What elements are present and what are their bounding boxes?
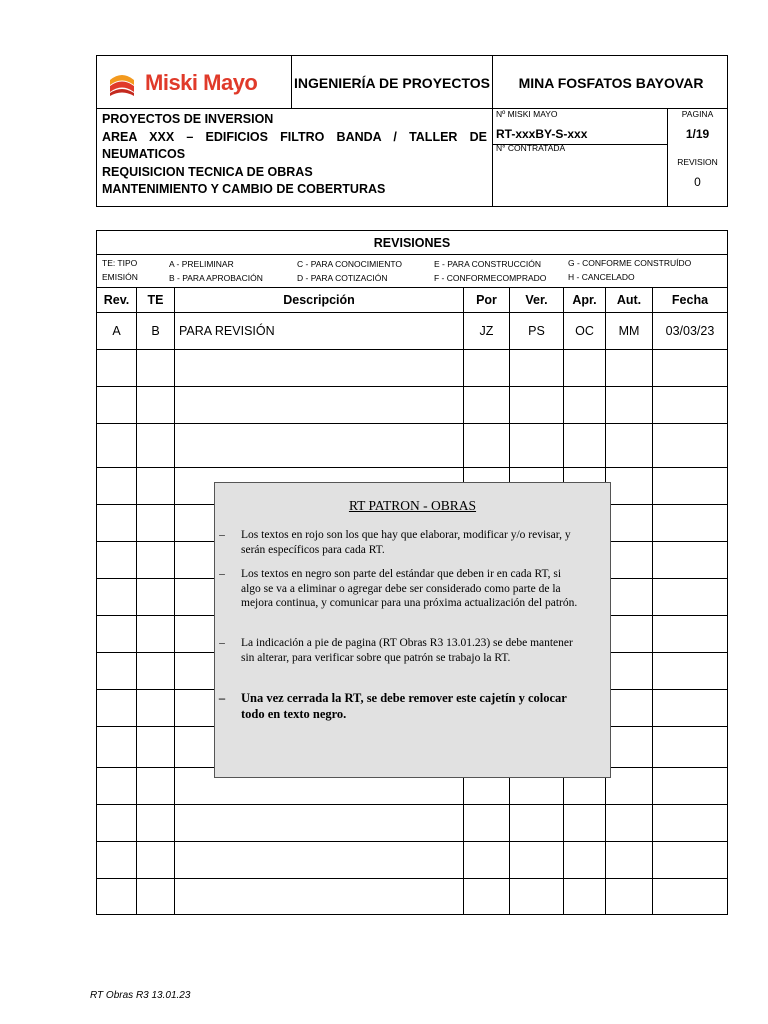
note-item-text: Los textos en negro son parte del estándar que deben ir en cada RT, si algo se va a eliminar o agregar debe ser considerado como parte de la mejora continua, y comunicar para una próxima actualización del patrón. [241,568,578,609]
legend-item: E - PARA CONSTRUCCIÓN [434,259,542,269]
column-header-aut: Aut. [616,293,642,307]
column-header-por: Por [476,293,497,307]
revision-label: REVISION [677,157,718,167]
legend-item: B - PARA APROBACIÓN [169,273,263,283]
column-divider [174,287,175,914]
template-note-box [214,482,611,778]
revisions-title: REVISIONES [373,235,451,250]
note-item-text: Una vez cerrada la RT, se debe remover este cajetín y colocar todo en texto negro. [241,691,567,721]
dash-bullet: – [219,529,225,541]
cell-fecha: 03/03/23 [665,323,715,338]
row-divider [97,349,727,350]
legend-item: F - CONFORMECOMPRADO [434,273,547,283]
note-item [219,636,581,665]
contratada-label: N° CONTRATADA [496,143,566,153]
cell-rev: A [112,323,121,338]
cell-ver: PS [528,323,545,338]
page-label: PAGINA [681,109,714,119]
column-header-descripcion: Descripción [283,293,355,307]
row-divider [97,386,727,387]
cell-te: B [151,323,160,338]
note-item [219,567,581,611]
company-name: Miski Mayo [145,70,258,95]
company-logo [107,66,292,100]
note-item-text: La indicación a pie de pagina (RT Obras R3 13.01.23) se debe mantener sin alterar, para verificar sobre que patrón se trabajo la RT. [241,637,573,664]
te-label: EMISIÓN [102,272,138,282]
row-divider [97,467,727,468]
legend-item: H - CANCELADO [568,272,635,282]
column-header-fecha: Fecha [671,293,709,307]
cell-por: JZ [479,323,494,338]
row-divider [97,804,727,805]
department-title: INGENIERÍA DE PROYECTOS [293,74,491,91]
column-header-apr: Apr. [572,293,597,307]
legend-item: G - CONFORME CONSTRUÍDO [568,258,692,268]
dash-bullet: – [219,568,225,580]
column-divider [136,287,137,914]
column-header-rev: Rev. [103,293,130,307]
miski-number-label: Nº MISKI MAYO [496,109,558,119]
cell-apr: OC [575,323,594,338]
legend-item: D - PARA COTIZACIÓN [297,273,388,283]
column-header-ver: Ver. [525,293,548,307]
cell-aut: MM [618,323,640,338]
mine-title: MINA FOSFATOS BAYOVAR [518,74,704,91]
column-header-te: TE [147,293,164,307]
note-item-text: Los textos en rojo son los que hay que elaborar, modificar y/o revisar, y serán específicos para cada RT. [241,529,571,556]
page-footer: RT Obras R3 13.01.23 [90,990,191,1001]
row-divider [97,878,727,879]
cell-descripcion: PARA REVISIÓN [179,323,275,338]
miski-mayo-logo-icon [107,68,137,98]
miski-number-value: RT-xxxBY-S-xxx [496,127,588,141]
te-label: TE: TIPO [102,258,138,268]
legend-item: A - PRELIMINAR [169,259,234,269]
project-line: REQUISICION TECNICA DE OBRAS [102,164,313,179]
column-divider [652,287,653,914]
revision-value: 0 [694,175,701,189]
document-header [96,55,728,207]
note-title: RT PATRON - OBRAS [348,498,477,513]
project-line: AREA XXX – EDIFICIOS FILTRO BANDA / TALLER DE [102,129,487,144]
note-item [218,690,581,722]
dash-bullet: – [218,691,226,705]
project-info [102,111,487,199]
project-line: NEUMATICOS [102,147,186,161]
table-divider [97,254,727,255]
row-divider [97,423,727,424]
dash-bullet: – [219,637,225,649]
page-value: 1/19 [685,127,710,141]
project-line: PROYECTOS DE INVERSION [102,112,274,126]
project-line: MANTENIMIENTO Y CAMBIO DE COBERTURAS [102,182,386,196]
row-divider [97,841,727,842]
note-item [219,528,581,557]
legend-item: C - PARA CONOCIMIENTO [297,259,403,269]
